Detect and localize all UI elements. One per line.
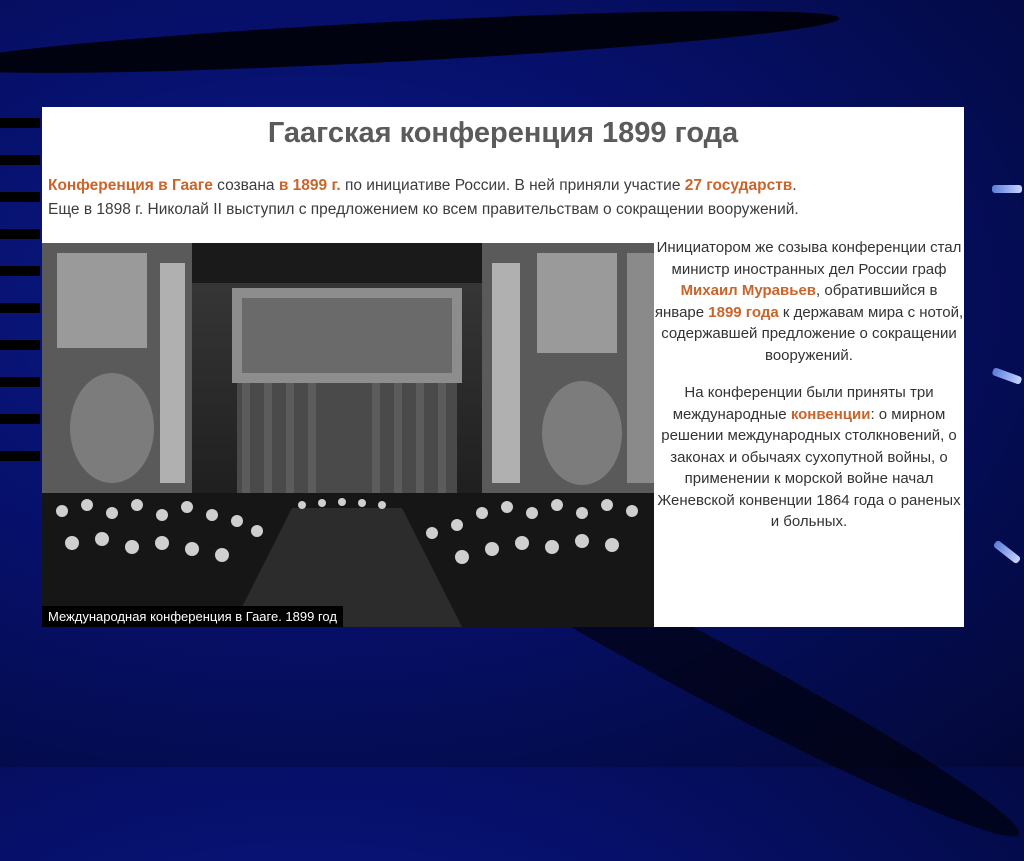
left-edge-tick [0,451,40,461]
description-column [654,237,964,533]
initiator-highlight: Михаил Муравьев [680,282,817,299]
slide-title: Гаагская конференция 1899 года [267,117,739,149]
intro-highlight: в 1899 г. [278,177,341,194]
intro-line-2: Еще в 1898 г. Николай II выступил с предложением ко всем правительствам о сокращении вооружений. [48,201,799,218]
intro-highlight: Конференция в Гааге [48,177,213,194]
initiator-text: , обратившийся в январе [654,282,938,321]
left-edge-tick [0,192,40,202]
initiator-highlight: 1899 года [708,303,779,321]
left-edge-tick [0,377,40,387]
intro-highlight: 27 государств [684,177,793,194]
conference-photo [42,243,654,627]
initiator-text: к державам мира с нотой, содержавшей предложение о сокращении вооружений. [661,303,964,364]
intro-text: . [792,177,797,194]
photo-caption: Международная конференция в Гааге. 1899 год [42,606,343,627]
intro-line-1 [48,177,797,195]
left-edge-tick [0,303,40,313]
conventions-highlight: конвенции [790,405,871,423]
left-edge-tick [0,229,40,239]
right-edge-dash [992,185,1022,193]
intro-text: созвана [212,177,279,194]
initiator-text: Инициатором же созыва конференции стал министр иностранных дел России граф [656,239,962,278]
conventions-paragraph [654,382,964,533]
conventions-text: На конференции были приняты три международные [672,384,934,423]
left-edge-tick [0,118,40,128]
left-edge-tick [0,414,40,424]
left-edge-tick [0,266,40,276]
conventions-text: : о мирном решении международных столкновений, о законах и обычаях сухопутной войны, о применении к морской войне начал Женевской конвенции 1864 года о раненых и больных. [657,405,961,530]
right-edge-dash [993,540,1022,565]
initiator-paragraph [654,237,964,366]
background-streak-top [0,0,840,86]
slide-panel [42,107,964,627]
conference-hall-image [42,243,654,627]
intro-text: по инициативе России. В ней приняли участие [340,177,685,194]
right-edge-dash [992,367,1023,385]
left-edge-tick [0,155,40,165]
left-edge-tick [0,340,40,350]
